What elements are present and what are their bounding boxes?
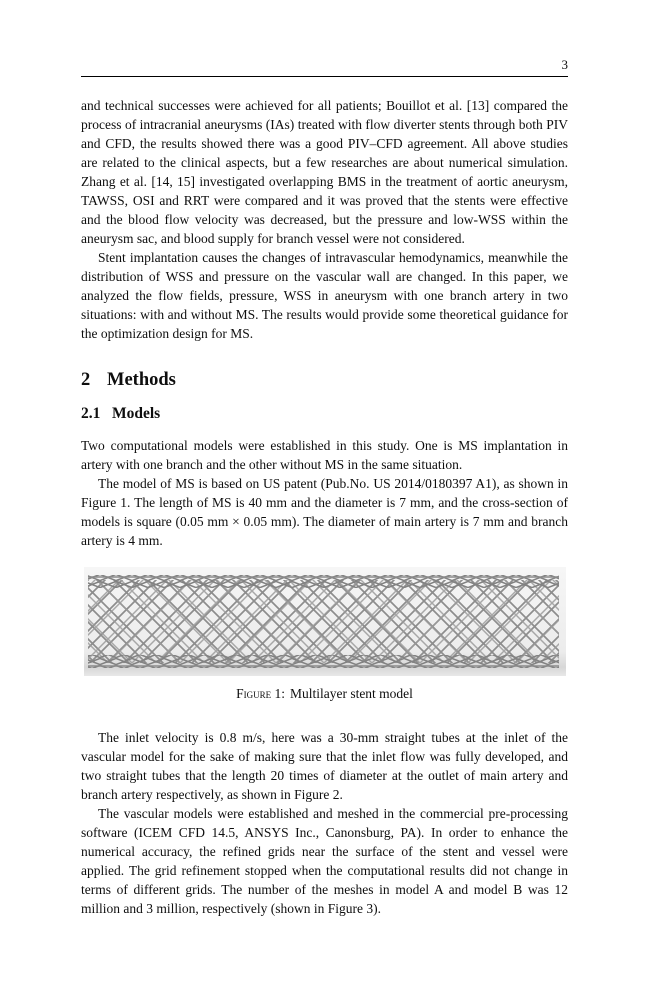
- paragraph-two-models: Two computational models were established in this study. One is MS implantation in artery with one branch and the other without MS in the same situation.: [81, 438, 568, 472]
- section-number: 2: [81, 370, 91, 390]
- multilayer-stent-image: [84, 567, 566, 676]
- paragraph-meshing: The vascular models were established and meshed in the commercial pre-processing software (ICEM CFD 14.5, ANSYS Inc., Canonsburg, PA). In order to enhance the numerical accuracy, the refined grids near the surface of the stent and vessel were applied. The grid refinement stopped when the computational results did not change in terms of different grids. The number of the meshes in model A and model B was 12 million and 3 million, respectively (shown in Figure 3).: [81, 806, 568, 916]
- page-content: [81, 0, 568, 918]
- figure-1: [81, 567, 568, 702]
- section-title: Methods: [107, 370, 176, 390]
- figure-caption-label: Figure 1:: [236, 686, 285, 701]
- subsection-heading-models: [81, 404, 568, 423]
- page-number: 3: [561, 57, 568, 72]
- subsection-title: Models: [112, 405, 161, 422]
- page-header: [81, 57, 568, 77]
- paragraph-ms-patent: The model of MS is based on US patent (Pub.No. US 2014/0180397 A1), as shown in Figure 1. The length of MS is 40 mm and the diameter is 7 mm, and the cross-section of models is square (0.05 mm × 0.05 mm). The diameter of main artery is 7 mm and branch artery is 4 mm.: [81, 476, 568, 548]
- paragraph-stent-implantation: Stent implantation causes the changes of intravascular hemodynamics, meanwhile the distribution of WSS and pressure on the vascular wall are changed. In this paper, we analyzed the flow fields, pressure, WSS in aneurysm with one branch artery in two situations: with and without MS. The results would provide some theoretical guidance for the optimization design for MS.: [81, 250, 568, 341]
- figure-caption: [81, 686, 568, 702]
- stent-mesh: [88, 575, 559, 668]
- section-heading-methods: [81, 369, 568, 391]
- paragraph-intro-continued: and technical successes were achieved for all patients; Bouillot et al. [13] compared the process of intracranial aneurysms (IAs) treated with flow diverter stents through both PIV and CFD, the results showed there was a good PIV–CFD agreement. All above studies are related to the clinical aspects, but a few researches are about numerical simulation. Zhang et al. [14, 15] investigated overlapping BMS in the treatment of aortic aneurysm, TAWSS, OSI and RRT were compared and it was proved that the stents were effective and the blood flow velocity was decreased, but the pressure and low-WSS within the aneurysm sac, and blood supply for branch vessel were not considered.: [81, 98, 568, 246]
- figure-caption-text: Multilayer stent model: [289, 686, 413, 701]
- subsection-number: 2.1: [81, 405, 101, 422]
- paragraph-inlet-velocity: The inlet velocity is 0.8 m/s, here was a 30-mm straight tubes at the inlet of the vascular model for the sake of making sure that the inlet flow was fully developed, and two straight tubes that the length 20 times of diameter at the outlet of main artery and branch artery respectively, as shown in Figure 2.: [81, 730, 568, 802]
